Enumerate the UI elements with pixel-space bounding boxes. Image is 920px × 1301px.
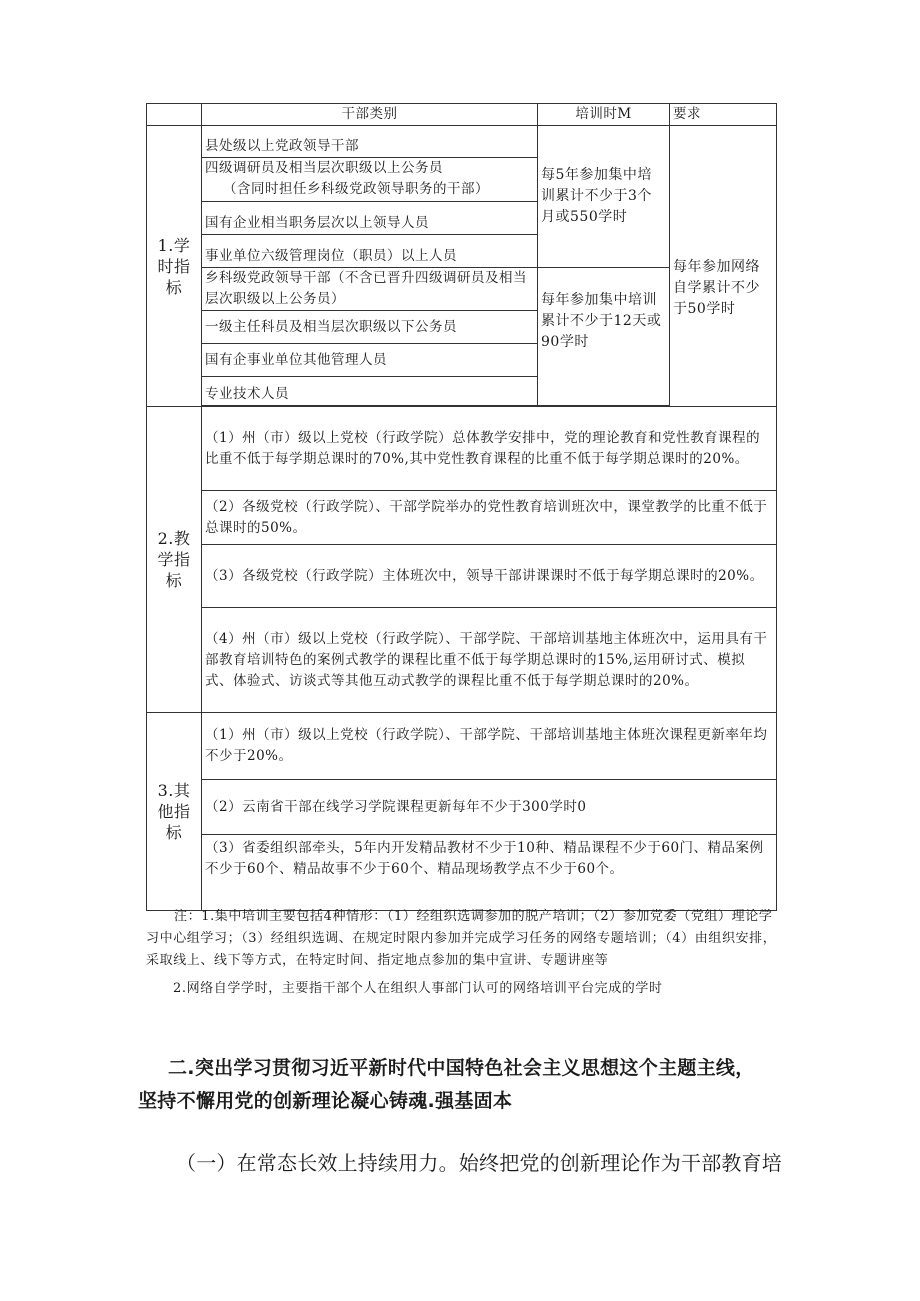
header-cadre-category: 干部类别 xyxy=(202,104,538,126)
table-row xyxy=(147,780,777,835)
cadre-item: 事业单位六级管理岗位（职员）以上人员 xyxy=(202,235,538,268)
cadre-item: 乡科级党政领导干部（不含已晋升四级调研员及相当层次职级以上公务员） xyxy=(202,268,538,311)
header-requirement: 要求 xyxy=(670,104,777,126)
teaching-indicator-item: （3）各级党校（行政学院）主体班次中，领导干部讲课课时不低于每学期总课时的20%。 xyxy=(202,545,777,608)
section1-label: 1.学时指标 xyxy=(147,126,202,407)
teaching-indicator-item: （2）各级党校（行政学院）、干部学院举办的党性教育培训班次中，课堂教学的比重不低于总课时的50%。 xyxy=(202,491,777,545)
header-blank-cell xyxy=(147,104,202,126)
table-row xyxy=(147,126,777,158)
table-row xyxy=(147,491,777,545)
cadre-item: 国有企事业单位其他管理人员 xyxy=(202,344,538,377)
online-study-requirement: 每年参加网络自学累计不少于50学时 xyxy=(670,158,777,407)
other-indicator-item: （1）州（市）级以上党校（行政学院）、干部学院、干部培训基地主体班次课程更新率年均不少于20%。 xyxy=(202,713,777,780)
table-row xyxy=(147,608,777,713)
table-notes xyxy=(146,906,786,1000)
cadre-item: 四级调研员及相当层次职级以上公务员 （含同时担任乡科级党政领导职务的干部） xyxy=(202,158,538,202)
cadre-item: 一级主任科员及相当层次职级以下公务员 xyxy=(202,311,538,344)
other-indicator-item: （2）云南省干部在线学习学院课程更新每年不少于300学时0 xyxy=(202,780,777,835)
table-row xyxy=(147,158,777,202)
section-heading-line2: 坚持不懈用党的创新理论凝心铸魂.强基固本 xyxy=(138,1090,513,1112)
teaching-indicator-item: （4）州（市）级以上党校（行政学院）、干部学院、干部培训基地主体班次中，运用具有干部教育培训特色的案例式教学的课程比重不低于每学期总课时的15%,运用研讨式、模拟式、体验式、访谈式等其他互动式教学的课程比重不低于每学期总课时的20%。 xyxy=(202,608,777,713)
section-heading-line1: 二.突出学习贯彻习近平新时代中国特色社会主义思想这个主题主线， xyxy=(168,1057,755,1079)
table-row xyxy=(147,407,777,491)
requirement-blank-cell xyxy=(670,126,777,158)
hours-requirement-a: 每5年参加集中培训累计不少于3个月或550学时 xyxy=(538,126,670,268)
header-training-hours: 培训时M xyxy=(538,104,670,126)
table-row xyxy=(147,835,777,911)
training-indicators-table xyxy=(146,103,777,911)
note-1: 注：1.集中培训主要包括4种情形：（1）经组织选调参加的脱产培训；（2）参加党委（党组）理论学习中心组学习；（3）经组织选调、在规定时限内参加并完成学习任务的网络专题培训；（4）由组织安排，采取线上、线下等方式，在特定时间、指定地点参加的集中宣讲、专题讲座等 xyxy=(146,909,777,968)
section2-label: 2.教学指标 xyxy=(147,407,202,713)
cadre-item: 国有企业相当职务层次以上领导人员 xyxy=(202,202,538,235)
body-paragraph: （一）在常态长效上持续用力。始终把党的创新理论作为干部教育培 xyxy=(176,1151,782,1175)
table-row xyxy=(147,713,777,780)
cadre-item: 县处级以上党政领导干部 xyxy=(202,126,538,158)
other-indicator-item: （3）省委组织部牵头，5年内开发精品教材不少于10种、精品课程不少于60门、精品案例不少于60个、精品故事不少于60个、精品现场教学点不少于60个。 xyxy=(202,835,777,911)
section3-label: 3.其他指标 xyxy=(147,713,202,911)
teaching-indicator-item: （1）州（市）级以上党校（行政学院）总体教学安排中，党的理论教育和党性教育课程的比重不低于每学期总课时的70%,其中党性教育课程的比重不低于每学期总课时的20%。 xyxy=(202,407,777,491)
table-header-row xyxy=(147,104,777,126)
hours-requirement-b: 每年参加集中培训累计不少于12天或90学时 xyxy=(538,268,670,406)
note-2: 2.网络自学学时，主要指干部个人在组织人事部门认可的网络培训平台完成的学时 xyxy=(173,981,663,996)
section-heading xyxy=(138,1052,788,1118)
cadre-item: 专业技术人员 xyxy=(202,377,538,406)
table-row xyxy=(147,545,777,608)
